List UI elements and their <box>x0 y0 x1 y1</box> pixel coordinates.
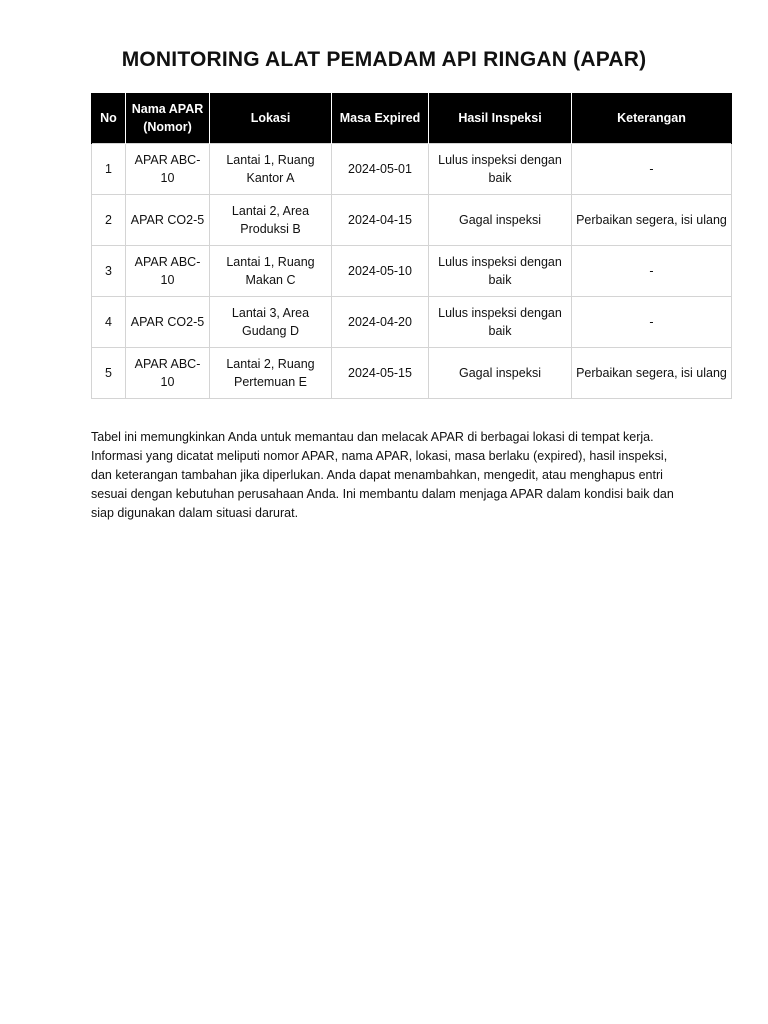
cell-keterangan: - <box>572 246 732 297</box>
cell-nama: APAR ABC-10 <box>126 144 210 195</box>
cell-expired: 2024-04-15 <box>332 195 429 246</box>
cell-expired: 2024-04-20 <box>332 297 429 348</box>
table-header-row <box>92 93 732 144</box>
apar-table <box>91 93 732 399</box>
cell-keterangan: Perbaikan segera, isi ulang <box>572 348 732 399</box>
cell-nama: APAR ABC-10 <box>126 348 210 399</box>
table-row <box>92 297 732 348</box>
cell-no: 4 <box>92 297 126 348</box>
table-row <box>92 348 732 399</box>
cell-lokasi: Lantai 2, Area Produksi B <box>210 195 332 246</box>
cell-hasil: Lulus inspeksi dengan baik <box>429 144 572 195</box>
table-row <box>92 144 732 195</box>
header-keterangan: Keterangan <box>572 93 732 144</box>
cell-lokasi: Lantai 1, Ruang Makan C <box>210 246 332 297</box>
cell-no: 1 <box>92 144 126 195</box>
cell-no: 5 <box>92 348 126 399</box>
cell-expired: 2024-05-10 <box>332 246 429 297</box>
header-no: No <box>92 93 126 144</box>
cell-expired: 2024-05-15 <box>332 348 429 399</box>
cell-nama: APAR CO2-5 <box>126 195 210 246</box>
cell-keterangan: Perbaikan segera, isi ulang <box>572 195 732 246</box>
cell-expired: 2024-05-01 <box>332 144 429 195</box>
cell-keterangan: - <box>572 297 732 348</box>
cell-lokasi: Lantai 2, Ruang Pertemuan E <box>210 348 332 399</box>
page-title: MONITORING ALAT PEMADAM API RINGAN (APAR) <box>121 48 647 71</box>
cell-hasil: Gagal inspeksi <box>429 195 572 246</box>
table-row <box>92 195 732 246</box>
description-paragraph: Tabel ini memungkinkan Anda untuk memantau dan melacak APAR di berbagai lokasi di tempat kerja. Informasi yang dicatat meliputi nomor APAR, nama APAR, lokasi, masa berlaku (expired), hasil inspeksi, dan keterangan tambahan jika diperlukan. Anda dapat menambahkan, mengedit, atau menghapus entri sesuai dengan kebutuhan perusahaan Anda. Ini membantu dalam menjaga APAR dalam kondisi baik dan siap digunakan dalam situasi darurat. <box>91 430 674 520</box>
table-row <box>92 246 732 297</box>
cell-no: 2 <box>92 195 126 246</box>
cell-no: 3 <box>92 246 126 297</box>
header-lokasi: Lokasi <box>210 93 332 144</box>
cell-hasil: Lulus inspeksi dengan baik <box>429 297 572 348</box>
cell-keterangan: - <box>572 144 732 195</box>
cell-hasil: Lulus inspeksi dengan baik <box>429 246 572 297</box>
header-hasil-inspeksi: Hasil Inspeksi <box>429 93 572 144</box>
header-nama-apar: Nama APAR (Nomor) <box>126 93 210 144</box>
cell-lokasi: Lantai 3, Area Gudang D <box>210 297 332 348</box>
header-masa-expired: Masa Expired <box>332 93 429 144</box>
cell-hasil: Gagal inspeksi <box>429 348 572 399</box>
cell-nama: APAR CO2-5 <box>126 297 210 348</box>
cell-lokasi: Lantai 1, Ruang Kantor A <box>210 144 332 195</box>
cell-nama: APAR ABC-10 <box>126 246 210 297</box>
